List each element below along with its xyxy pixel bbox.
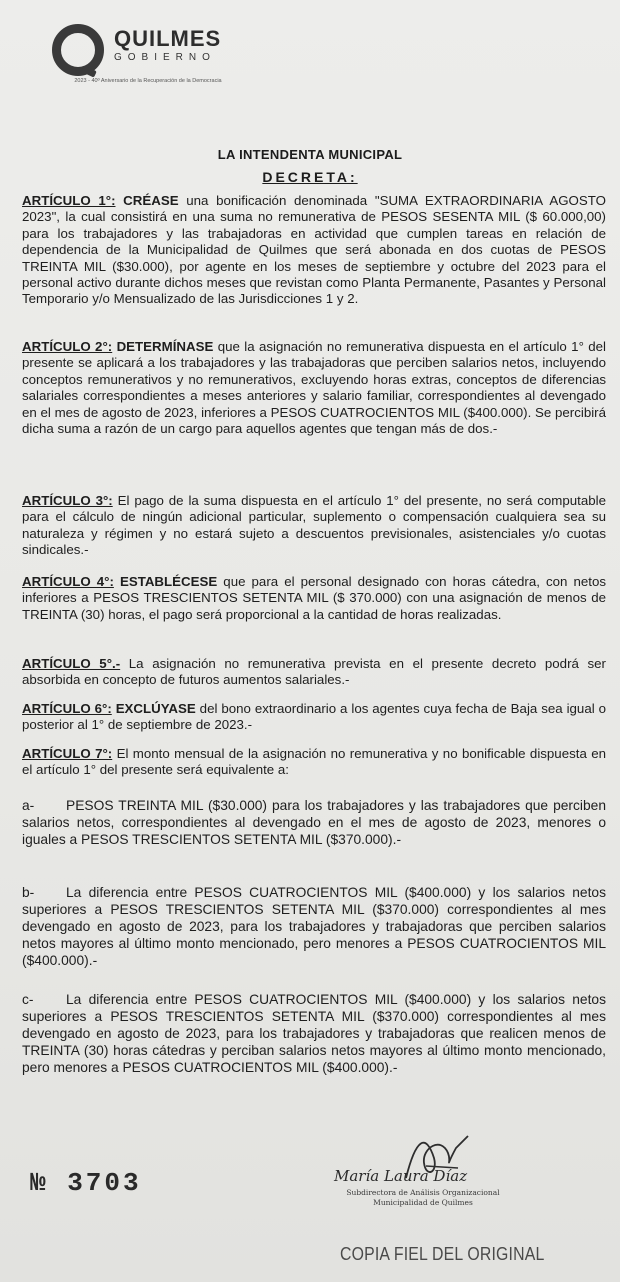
signature-name: María Laura Díaz (334, 1167, 468, 1185)
logo-ring-icon (52, 24, 104, 76)
article-keyword: DETERMÍNASE (116, 339, 214, 354)
item-a (22, 797, 606, 848)
item-marker: c- (22, 992, 34, 1007)
article-2 (22, 339, 606, 437)
article-text: una bonificación denominada "SUMA EXTRAORDINARIA AGOSTO 2023", la cual consistirá en una suma no remunerativa de PESOS SESENTA MIL ($ 60.000,00) para los trabajadores y las trabajadoras en actividad que cumplen tareas en relación de dependencia de la Municipalidad de Quilmes que será abonada en dos cuotas de PESOS TREINTA MIL ($30.000), por agente en los meses de septiembre y octubre del 2023 para el personal activo durante dichos meses que revistan como Planta Permanente, Pasantes y Personal Temporario y/o Mensualizado de las Jurisdicciones 1 y 2. (22, 193, 606, 307)
article-text: La asignación no remunerativa prevista en el presente decreto podrá ser absorbida en concepto de futuros aumentos salariales.- (22, 656, 606, 688)
logo-name: QUILMES (114, 26, 222, 51)
article-text: El pago de la suma dispuesta en el artículo 1° del presente, no será computable para el cálculo de ningún adicional particular, suplemento o compensación cualquiera sea su naturaleza y régimen y no estará sujeto a descuentos previsionales, asistenciales y/o cuotas sindicales.- (22, 493, 606, 558)
article-7 (22, 746, 606, 779)
article-3 (22, 493, 606, 559)
article-keyword: EXCLÚYASE (115, 701, 196, 716)
article-4 (22, 574, 606, 623)
article-label: ARTÍCULO 3°: (22, 493, 113, 508)
quilmes-logo (48, 18, 248, 98)
article-1 (22, 193, 606, 308)
article-label: ARTÍCULO 4°: (22, 574, 114, 589)
article-6 (22, 701, 606, 734)
article-5 (22, 656, 606, 689)
article-text: del bono extraordinario a los agentes cuya fecha de Baja sea igual o posterior al 1° de septiembre de 2023.- (22, 701, 606, 733)
article-label: ARTÍCULO 6°: (22, 701, 112, 716)
item-text: La diferencia entre PESOS CUATROCIENTOS MIL ($400.000) y los salarios netos superiores a PESOS TRESCIENTOS SETENTA MIL ($370.000) correspondientes al mes devengado en agosto de 2023, para los trabajadores y trabajadoras que perciben salarios netos mayores al último monto mencionado, pero menores a PESOS CUATROCIENTOS MIL ($400.000).- (22, 885, 606, 968)
logo-subtitle: GOBIERNO (114, 52, 216, 63)
article-text: que la asignación no remunerativa dispuesta en el artículo 1° del presente se aplicará a los trabajadores y las trabajadoras que perciben salarios netos, incluyendo conceptos remunerativos y no remunerativos, excluyendo horas extras, conceptos de diferencias salariales correspondientes a meses anteriores y salario familiar, correspondientes al devengado en el mes de agosto de 2023, inferiores a PESOS CUATROCIENTOS MIL ($400.000). Se percibirá dicha suma a razón de un cargo para aquellos agentes que tengan más de dos.- (22, 339, 606, 437)
signature-title: Subdirectora de Análisis Organizacional Municipalidad de Quilmes (346, 1188, 500, 1207)
item-marker: b- (22, 885, 35, 900)
item-text: PESOS TREINTA MIL ($30.000) para los trabajadores y las trabajadores que perciben salarios netos, correspondientes al devengado en el mes de agosto de 2023, menores o iguales a PESOS TRESCIENTOS SETENTA MIL ($370.000).- (22, 798, 606, 847)
issuing-authority: LA INTENDENTA MUNICIPAL (217, 147, 403, 162)
item-marker: a- (22, 798, 35, 813)
article-label: ARTÍCULO 1°: (22, 193, 116, 208)
article-label: ARTÍCULO 5°.- (22, 656, 121, 671)
item-c (22, 991, 606, 1076)
decree-number: № 3703 (30, 1168, 142, 1198)
copy-stamp: COPIA FIEL DEL ORIGINAL (340, 1244, 545, 1264)
article-text: El monto mensual de la asignación no remunerativa y no bonificable dispuesta en el artículo 1° del presente será equivalente a: (22, 746, 607, 778)
article-keyword: CRÉASE (123, 193, 179, 208)
article-keyword: ESTABLÉCESE (119, 574, 218, 589)
item-text: La diferencia entre PESOS CUATROCIENTOS MIL ($400.000) y los salarios netos superiores a PESOS TRESCIENTOS SETENTA MIL ($370.000) correspondientes al mes devengado en agosto de 2023, para los trabajadores y trabajadoras que realicen menos de TREINTA (30) horas cátedras y perciban salarios netos mayores al último monto mencionado, pero menores a PESOS CUATROCIENTOS MIL ($400.000).- (22, 992, 606, 1075)
decreta-heading: DECRETA: (262, 169, 358, 185)
article-label: ARTÍCULO 7°: (22, 746, 113, 761)
article-text: que para el personal designado con horas cátedra, con netos inferiores a PESOS TRESCIENTOS SETENTA MIL ($ 370.000) con una asignación de menos de TREINTA (30) horas, el pago será proporcional a la cantidad de horas realizadas. (22, 574, 607, 622)
article-label: ARTÍCULO 2°: (22, 339, 113, 354)
item-b (22, 884, 606, 969)
logo-tagline: 2023 - 40º Aniversario de la Recuperación de la Democracia (74, 78, 222, 84)
